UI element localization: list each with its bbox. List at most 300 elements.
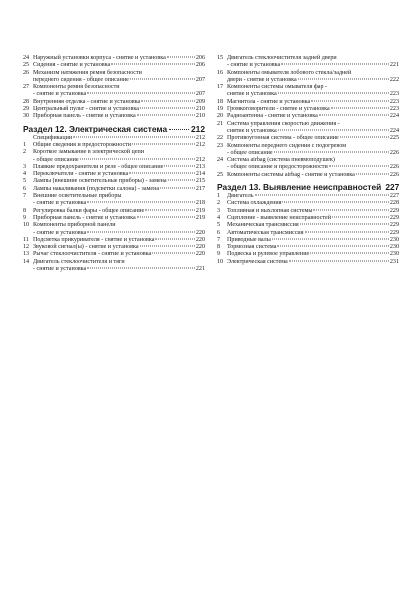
entry-number: 4 [23, 171, 27, 178]
entry-number: 29 [23, 106, 30, 113]
entry-number: 7 [217, 236, 221, 243]
entry-line [33, 55, 205, 62]
entry-page: 218 [195, 200, 205, 207]
entry-number: 5 [217, 222, 221, 229]
entry-body [227, 222, 399, 229]
entry-body [227, 237, 399, 244]
entry-body [33, 99, 205, 106]
entry-line [227, 70, 399, 77]
entry-title: - общее описание и предосторожности [227, 164, 328, 171]
entry-page: 217 [195, 185, 205, 192]
entry-line [227, 106, 399, 113]
entry-title: снятие и установка [227, 91, 277, 98]
entry-body [227, 106, 399, 113]
section-12-heading[interactable] [23, 124, 205, 134]
entry-page: 220 [195, 244, 205, 251]
dot-leader [340, 137, 389, 138]
dot-leader [141, 100, 195, 101]
dot-leader [255, 195, 389, 196]
dot-leader [111, 64, 195, 65]
dot-leader [169, 129, 189, 130]
dot-leader [305, 231, 389, 232]
dot-leader [332, 216, 389, 217]
entry-title: Компоненты переднего сидения с подогревом [227, 142, 346, 149]
toc-entry[interactable] [23, 186, 205, 193]
entry-number: 13 [23, 251, 30, 258]
entry-page: 207 [195, 91, 205, 98]
entry-body [227, 172, 399, 179]
dot-leader [164, 165, 195, 166]
toc-entry[interactable] [23, 149, 205, 164]
dot-leader [319, 115, 389, 116]
entry-page: 209 [195, 98, 205, 105]
toc-entry[interactable] [23, 70, 205, 85]
entry-title: Плавкие предохранители и реле - общее описание [33, 163, 164, 170]
entry-title: - снятие и установка [33, 200, 87, 207]
entry-page: 229 [389, 222, 399, 229]
entry-title: Механическая трансмиссия [227, 222, 299, 229]
entry-number: 9 [23, 214, 27, 221]
entry-title: переднего сидения - общее описание [33, 76, 129, 83]
toc-entry[interactable] [23, 193, 205, 208]
entry-number: 19 [217, 106, 224, 113]
entry-title: Система управления скоростью движения - [227, 120, 340, 127]
toc-entry[interactable] [217, 143, 399, 158]
entry-number: 6 [23, 185, 27, 192]
entry-title: снятие и установка [227, 127, 277, 134]
entry-title: Центральный пульт - снятие и установка [33, 106, 139, 113]
entry-page: 210 [195, 113, 205, 120]
entry-title: Сидения - снятие и установка [33, 62, 111, 69]
entry-body [33, 259, 205, 274]
entry-number: 24 [23, 55, 30, 61]
entry-line [227, 164, 399, 171]
entry-title: - снятие и установка [33, 229, 87, 236]
entry-line [227, 62, 399, 69]
entry-title: Приборная панель - снятие и установка [33, 214, 136, 221]
entry-line [227, 143, 399, 150]
dot-leader [137, 216, 195, 217]
entry-page: 220 [195, 236, 205, 243]
entry-body [227, 230, 399, 237]
entry-title: - общее описание [33, 156, 79, 163]
entry-page: 222 [389, 76, 399, 83]
entry-body [227, 251, 399, 258]
entry-line [227, 113, 399, 120]
entry-line [227, 200, 399, 207]
entry-title: Подвеска и рулевое управление [227, 251, 310, 258]
entry-title: Автоматическая трансмиссия [227, 229, 304, 236]
entry-title: Внешние осветительные приборы [33, 193, 122, 200]
toc-entry[interactable] [217, 251, 399, 258]
entry-line [227, 244, 399, 251]
entry-page: 221 [389, 62, 399, 69]
entry-line [33, 251, 205, 258]
dot-leader [298, 78, 389, 79]
entry-title: - снятие и установка [227, 62, 281, 69]
entry-body [33, 251, 205, 258]
entry-title: Механизм натяжения ремня безопасности [33, 69, 142, 76]
entry-page: 206 [195, 62, 205, 69]
entry-title: Спецификации [33, 134, 73, 141]
dot-leader [313, 209, 388, 210]
dot-leader [155, 238, 194, 239]
entry-line [33, 230, 205, 237]
dot-leader [137, 115, 195, 116]
entry-line [33, 186, 205, 193]
entry-page: 230 [389, 244, 399, 251]
entry-title: двери - снятие и установка [227, 76, 297, 83]
dot-leader [87, 231, 195, 232]
entry-title: Звуковой сигнал(ы) - снятие и установка [33, 244, 139, 251]
entry-body [33, 135, 205, 142]
toc-entry[interactable] [23, 62, 205, 69]
entry-number: 22 [217, 135, 224, 142]
toc-entry[interactable] [217, 200, 399, 207]
entry-line [33, 149, 205, 156]
entry-body [33, 113, 205, 120]
toc-entry[interactable] [23, 259, 205, 274]
entry-page: 210 [195, 106, 205, 113]
toc-entry[interactable] [23, 244, 205, 251]
dot-leader [152, 253, 195, 254]
entry-page: 223 [389, 91, 399, 98]
toc-entry[interactable] [217, 157, 399, 172]
entry-line [33, 200, 205, 207]
entry-page: 226 [389, 171, 399, 178]
entry-title: Компоненты системы airbag - снятие и установка [227, 171, 355, 178]
toc-entry[interactable] [217, 193, 399, 200]
entry-line [227, 208, 399, 215]
entry-page: 230 [389, 236, 399, 243]
toc-entry[interactable] [217, 84, 399, 99]
dot-leader [282, 202, 388, 203]
entry-page: 231 [389, 258, 399, 265]
entry-body [33, 178, 205, 185]
toc-entry[interactable] [23, 55, 205, 62]
entry-page: 230 [389, 251, 399, 258]
entry-number: 1 [23, 141, 27, 148]
entry-body [33, 62, 205, 69]
entry-line [227, 222, 399, 229]
toc-entry[interactable] [217, 172, 399, 179]
entry-page: 225 [389, 135, 399, 142]
entry-title: Громкоговорители - снятие и установка [227, 106, 330, 113]
entry-number: 11 [23, 236, 29, 243]
dot-leader [129, 173, 195, 174]
section-page: 227 [385, 182, 400, 193]
entry-body [33, 222, 205, 237]
entry-number: 15 [217, 55, 224, 61]
entry-title: Короткое замыкание в электрической цепи [33, 149, 145, 156]
entry-title: Переключатели - снятие и установка [33, 171, 129, 178]
entry-page: 207 [195, 76, 205, 83]
dot-leader [167, 57, 195, 58]
dot-leader [73, 136, 195, 137]
dot-leader [277, 246, 388, 247]
entry-body [227, 215, 399, 222]
entry-body [33, 244, 205, 251]
toc-entry[interactable] [217, 237, 399, 244]
entry-number: 7 [23, 193, 27, 200]
entry-number: 3 [217, 207, 221, 214]
entry-body [227, 244, 399, 251]
entry-title: Магнитола - снятие и установка [227, 98, 311, 105]
toc-entry[interactable] [23, 84, 205, 99]
section-title: Раздел 12. Электрическая система [23, 123, 168, 134]
toc-entry[interactable] [23, 208, 205, 215]
dot-leader [281, 64, 389, 65]
entry-page: 228 [389, 200, 399, 207]
entry-number: 25 [23, 62, 30, 69]
toc-entry[interactable] [217, 70, 399, 85]
entry-page: 220 [195, 229, 205, 236]
entry-number: 17 [217, 84, 224, 91]
entry-line [227, 251, 399, 258]
entry-body [227, 121, 399, 136]
entry-line [227, 193, 399, 200]
entry-number: 26 [23, 69, 30, 76]
entry-number: 24 [217, 157, 224, 164]
entry-title: Электрическая система [227, 258, 288, 265]
entry-title: Компоненты системы омывателя фар - [227, 84, 328, 91]
entry-title: Двигатель [227, 193, 254, 200]
toc-entry[interactable] [23, 135, 205, 142]
dot-leader [310, 253, 389, 254]
entry-number: 12 [23, 244, 30, 251]
entry-page: 224 [389, 113, 399, 120]
toc-entry[interactable] [217, 55, 399, 70]
entry-body [227, 259, 399, 266]
entry-title: Тормозная система [227, 244, 277, 251]
dot-leader [356, 173, 389, 174]
entry-number: 28 [23, 98, 30, 105]
entry-page: 224 [389, 127, 399, 134]
entry-line [227, 215, 399, 222]
entry-title: Внутренняя отделка - снятие и установка [33, 98, 141, 105]
toc-entry[interactable] [217, 208, 399, 215]
entry-body [33, 208, 205, 215]
entry-page: 219 [195, 214, 205, 221]
dot-leader [274, 151, 389, 152]
entry-body [227, 55, 399, 70]
dot-leader [272, 238, 389, 239]
toc-entry[interactable] [23, 251, 205, 258]
dot-leader [87, 268, 195, 269]
entry-line [227, 84, 399, 91]
toc-entry[interactable] [217, 99, 399, 106]
entry-title: Топливная и выхлопная системы [227, 207, 313, 214]
entry-page: 220 [195, 251, 205, 258]
entry-page: 226 [389, 164, 399, 171]
entry-line [33, 266, 205, 273]
entry-number: 14 [23, 258, 30, 265]
entry-line [33, 62, 205, 69]
entry-line [33, 91, 205, 98]
toc-entry[interactable] [217, 222, 399, 229]
entry-body [227, 84, 399, 99]
toc-entry[interactable] [217, 215, 399, 222]
entry-line [227, 121, 399, 128]
entry-page: 206 [195, 55, 205, 61]
entry-number: 25 [217, 171, 224, 178]
section-page: 212 [191, 123, 205, 134]
entry-page: 213 [195, 163, 205, 170]
entry-page: 215 [195, 178, 205, 185]
entry-page: 223 [389, 106, 399, 113]
entry-line [227, 135, 399, 142]
entry-title: Приборная панель - снятие и установка [33, 113, 136, 120]
entry-line [227, 99, 399, 106]
entry-number: 20 [217, 113, 224, 120]
entry-number: 16 [217, 69, 224, 76]
entry-page: 212 [195, 141, 205, 148]
dot-leader [329, 166, 389, 167]
section-13-heading[interactable] [217, 182, 399, 192]
dot-leader [145, 209, 195, 210]
entry-line [33, 99, 205, 106]
dot-leader [132, 143, 195, 144]
dot-leader [87, 93, 195, 94]
entry-title: - общее описание [227, 149, 273, 156]
entry-number: 5 [23, 178, 27, 185]
entry-number: 2 [217, 200, 221, 207]
entry-line [227, 230, 399, 237]
dot-leader [160, 187, 195, 188]
entry-line [33, 244, 205, 251]
toc-entry[interactable] [217, 121, 399, 136]
entry-title: Система airbag (система пневмоподушек) [227, 157, 335, 164]
toc-entry[interactable] [23, 99, 205, 106]
entry-page: 221 [195, 266, 205, 273]
entry-line [33, 222, 205, 229]
entry-page: 229 [389, 207, 399, 214]
entry-page: 212 [195, 134, 205, 141]
entry-body [227, 157, 399, 172]
entry-title: Двигатель стеклоочистителя и тяги [33, 258, 125, 265]
entry-number: 23 [217, 142, 224, 149]
entry-number: 21 [217, 120, 224, 127]
entry-line [33, 178, 205, 185]
entry-line [227, 259, 399, 266]
entry-body [33, 164, 205, 171]
toc-entry[interactable] [217, 230, 399, 237]
entry-body [33, 186, 205, 193]
toc-entry[interactable] [217, 113, 399, 120]
entry-title: Радиоантенна - снятие и установка [227, 113, 318, 120]
entry-title: - снятие и установка [33, 91, 87, 98]
entry-number: 8 [217, 244, 221, 251]
toc-entry[interactable] [217, 106, 399, 113]
toc-entry[interactable] [217, 259, 399, 266]
entry-number: 18 [217, 98, 224, 105]
toc-entry[interactable] [23, 178, 205, 185]
entry-title: Рычаг стеклоочистителя - снятие и установка [33, 251, 152, 258]
entry-title: Компоненты приборной панели [33, 222, 116, 229]
entry-number: 3 [23, 163, 27, 170]
entry-body [33, 149, 205, 164]
entry-body [227, 200, 399, 207]
toc-entry[interactable] [23, 113, 205, 120]
entry-title: - снятие и установка [33, 266, 87, 273]
entry-line [33, 157, 205, 164]
entry-number: 1 [217, 193, 221, 200]
toc-entry[interactable] [23, 164, 205, 171]
dot-leader [331, 108, 389, 109]
entry-line [33, 84, 205, 91]
entry-body [227, 135, 399, 142]
entry-title: Противоугонная система - общее описание [227, 135, 339, 142]
dot-leader [130, 78, 195, 79]
entry-line [227, 172, 399, 179]
entry-title: Лампы (внешние осветительные приборы) - замена [33, 178, 167, 185]
entry-page: 214 [195, 171, 205, 178]
entry-line [227, 91, 399, 98]
toc-left-column [23, 55, 205, 273]
entry-number: 4 [217, 214, 221, 221]
entry-title: Лампы накаливания (подсветки салона) - замена [33, 185, 160, 192]
entry-line [33, 208, 205, 215]
entry-body [227, 99, 399, 106]
entry-line [33, 259, 205, 266]
entry-page: 223 [389, 98, 399, 105]
dot-leader [311, 100, 389, 101]
entry-number: 9 [217, 251, 221, 258]
entry-number: 30 [23, 113, 30, 120]
entry-page: 229 [389, 214, 399, 221]
dot-leader [168, 180, 195, 181]
dot-leader [87, 202, 195, 203]
entry-body [227, 113, 399, 120]
entry-body [33, 84, 205, 99]
entry-line [33, 70, 205, 77]
entry-body [33, 193, 205, 208]
entry-title: Подсветка прикуривателя - снятие и установка [33, 236, 155, 243]
entry-title: Система охлаждения [227, 200, 282, 207]
entry-body [33, 55, 205, 62]
entry-body [227, 193, 399, 200]
entry-title: Сцепление - выявление неисправностей [227, 214, 332, 221]
entry-number: 10 [217, 258, 224, 265]
dot-leader [140, 108, 195, 109]
entry-body [227, 143, 399, 158]
dot-leader [278, 129, 389, 130]
entry-body [33, 70, 205, 85]
dot-leader [300, 224, 389, 225]
entry-number: 6 [217, 229, 221, 236]
entry-title: Общие сведения и предосторожности [33, 141, 132, 148]
toc-right-column [217, 55, 399, 266]
dot-leader [289, 260, 389, 261]
entry-title: Регулировка балки фары - общее описание [33, 207, 145, 214]
toc-entry[interactable] [217, 244, 399, 251]
entry-number: 10 [23, 222, 30, 229]
entry-number: 8 [23, 207, 27, 214]
entry-number [23, 135, 33, 142]
entry-page: 219 [195, 207, 205, 214]
toc-entry[interactable] [217, 135, 399, 142]
entry-body [227, 208, 399, 215]
entry-line [227, 237, 399, 244]
entry-title: Приводные валы [227, 236, 271, 243]
entry-title: Наружный установки корпуса - снятие и установка [33, 55, 166, 61]
dot-leader [140, 246, 195, 247]
toc-entry[interactable] [23, 222, 205, 237]
entry-line [33, 113, 205, 120]
entry-page: 227 [389, 193, 399, 200]
entry-title: Компоненты омывателя лобового стекла/задней [227, 69, 352, 76]
entry-number: 27 [23, 84, 30, 91]
